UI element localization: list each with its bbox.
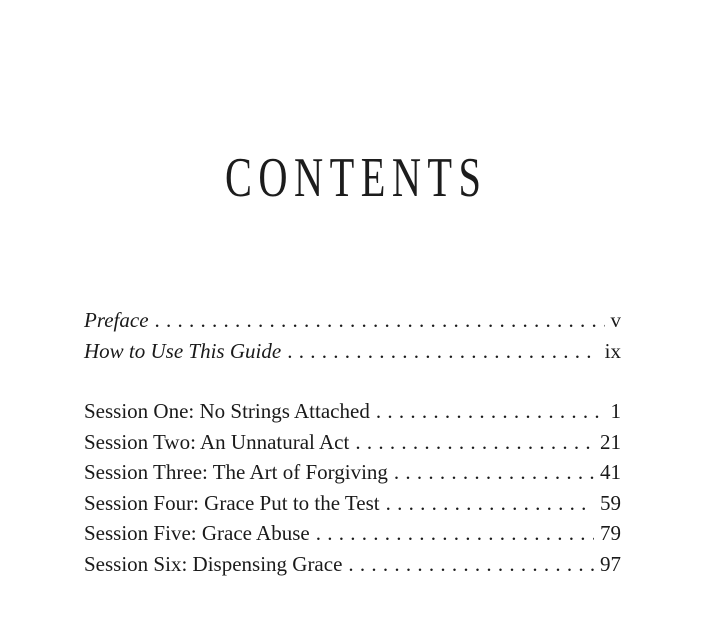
- toc-entry-preface[interactable]: [84, 305, 621, 336]
- toc-entry-page: 59: [600, 490, 621, 515]
- toc-entry-session-six[interactable]: [84, 549, 621, 580]
- toc-entry-title: How to Use This Guide: [84, 338, 282, 363]
- toc-entry-how-to-use[interactable]: [84, 336, 621, 367]
- dot-leader: [287, 336, 598, 367]
- toc-entry-page: 21: [600, 429, 621, 454]
- toc-entry-title: Preface: [84, 308, 149, 332]
- toc-entry-title: Session One: No Strings Attached: [84, 399, 370, 423]
- toc-entry-title: Session Four: Grace Put to the Test: [84, 490, 380, 515]
- toc-entry-page: 41: [600, 460, 621, 484]
- toc-entry-title: Session Six: Dispensing Grace: [84, 551, 343, 576]
- dot-leader: [316, 518, 594, 549]
- dot-leader: [386, 488, 594, 519]
- toc-entry-session-two[interactable]: [84, 427, 621, 458]
- toc-sessions: [84, 396, 621, 579]
- toc-front-matter: [84, 305, 621, 366]
- toc-entry-title: Session Five: Grace Abuse: [84, 521, 310, 545]
- toc-entry-session-four[interactable]: [84, 488, 621, 519]
- toc-entry-page: ix: [604, 338, 621, 363]
- toc-entry-session-three[interactable]: [84, 457, 621, 488]
- toc-entry-page: 1: [610, 399, 621, 423]
- page-title: CONTENTS: [225, 147, 488, 209]
- dot-leader: [394, 457, 594, 488]
- toc-entry-page: 97: [600, 551, 621, 576]
- toc-entry-session-one[interactable]: [84, 396, 621, 427]
- toc-entry-session-five[interactable]: [84, 518, 621, 549]
- dot-leader: [155, 305, 605, 336]
- toc-entry-page: 79: [600, 521, 621, 545]
- toc-entry-title: Session Two: An Unnatural Act: [84, 429, 350, 454]
- toc-entry-page: v: [610, 308, 621, 332]
- dot-leader: [355, 427, 594, 458]
- dot-leader: [376, 396, 605, 427]
- toc-entry-title: Session Three: The Art of Forgiving: [84, 460, 388, 484]
- dot-leader: [348, 549, 594, 580]
